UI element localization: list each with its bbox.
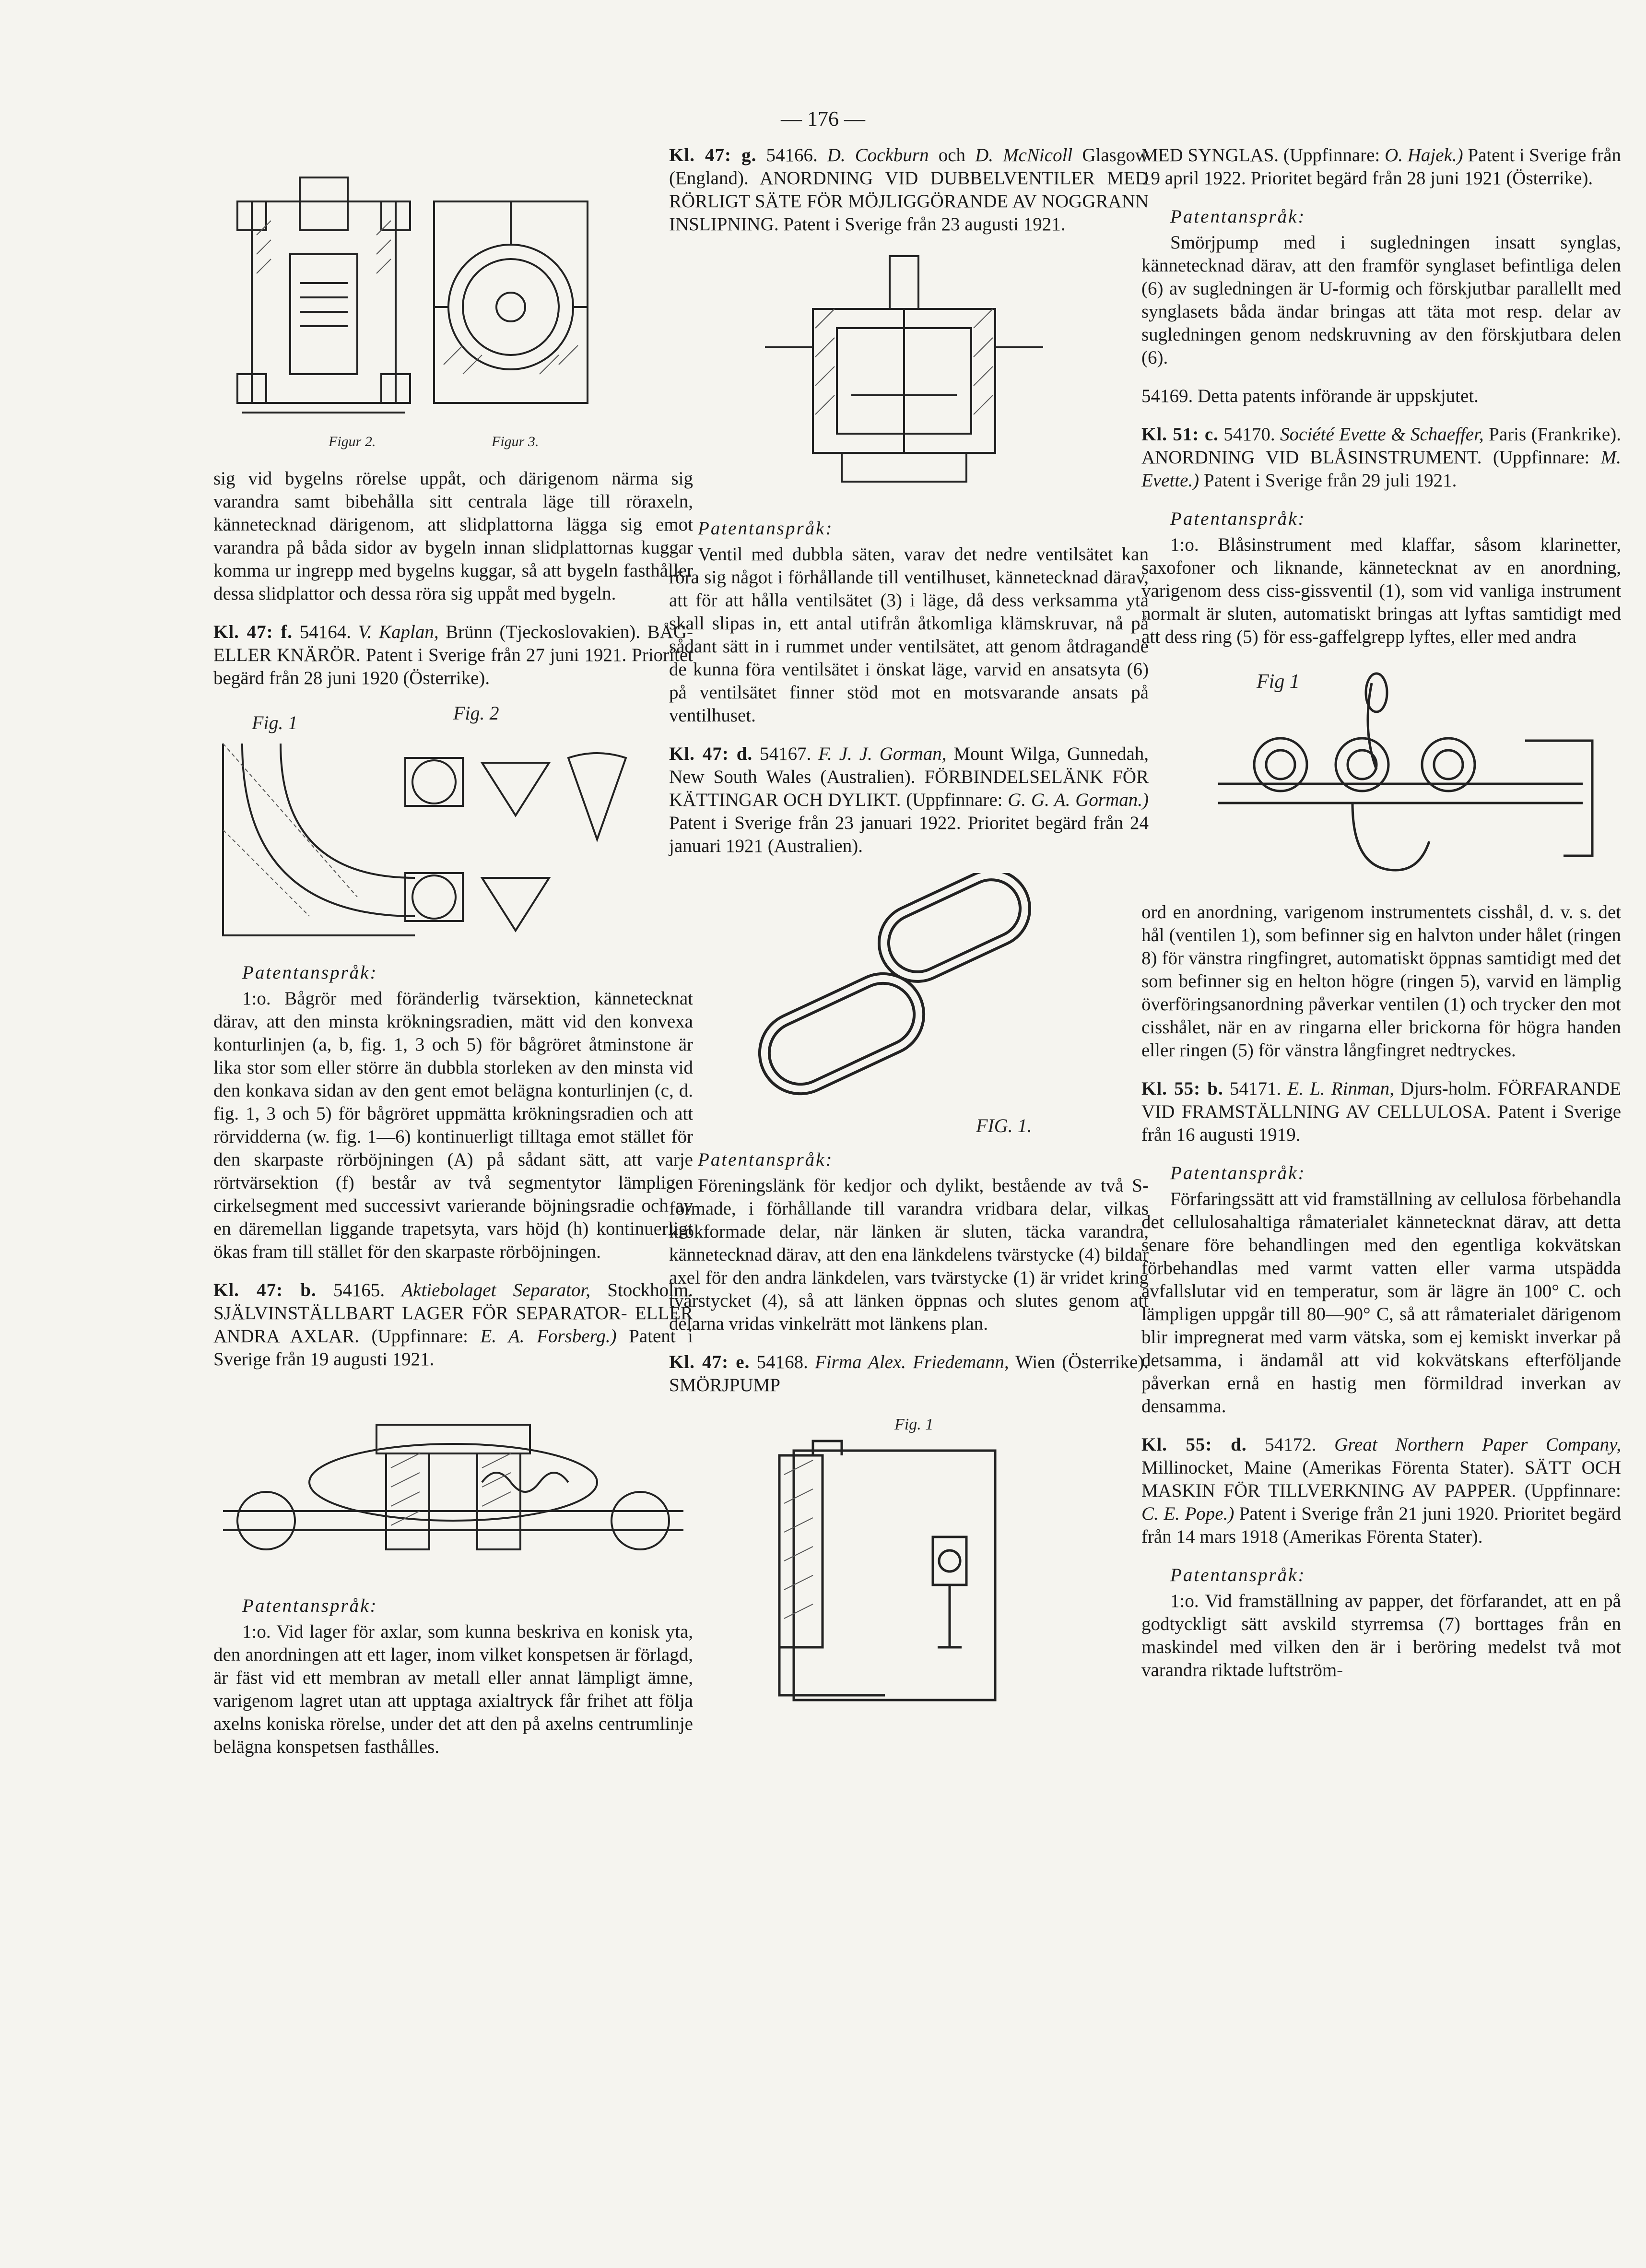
entry-number: 54164. [299,622,352,642]
patentansprak-heading: Patentanspråk: [698,518,834,539]
entry-class: Kl. 47: e. [669,1352,750,1372]
entry-details: Brünn (Tjeckoslovakien). BÅG- ELLER KNÄRÖR. Patent i Sverige från 27 juni 1921. Prioritet begärd från 28 juni 1920 (Österrike). [213,622,693,688]
patentansprak-heading: Patentanspråk: [1170,1163,1306,1183]
note-54169: 54169. Detta patents införande är uppskjutet. [1141,386,1479,406]
entry-54167 [669,743,1149,858]
entry-inventor: C. E. Pope.) [1141,1503,1234,1524]
figure-lubricating-pump [669,1412,1149,1719]
entry-54168-continued [1141,144,1621,190]
entry-class: Kl. 47: d. [669,744,753,764]
entry-number: 54166. [766,145,818,165]
entry-inventor: G. G. A. Gorman.) [1008,790,1149,810]
figure-double-valve [669,251,1149,510]
entry-number: 54168. [756,1352,808,1372]
figure-label-2: Figur 2. [329,434,376,449]
entry-och: och [938,145,966,165]
figure-wind-instrument [1141,664,1621,894]
figure-chain-link [669,873,1149,1142]
entry-inventor: E. A. Forsberg.) [480,1326,617,1347]
entry-number: 54172. [1265,1434,1317,1455]
entry-details-2: Patent i Sverige från 19 augusti 1921. [213,1326,693,1370]
entry-number: 54170. [1223,424,1275,445]
claim-text: Ventil med dubbla säten, varav det nedre ventilsätet kan röra sig något i förhållande till ventilhuset, kännetecknad därav, att för att hålla ventilsätet (3) i läge, då dess verksamma yta skall slipas in, ett antal utifrån åtkomliga klämskruvar, nå på sådant sätt in i rummet under ventilsätet, att genom åtdragande de kunna föra ventilsätet i önskat läge, varvid en ansatsyta (6) på ventilsätet finner stöd mot en motsvarande ansats på ventilhuset. [669,544,1149,726]
entry-class: Kl. 47: g. [669,145,757,165]
figure-valve-drawing [233,173,597,461]
entry-inventor: O. Hajek.) [1385,145,1463,165]
claim-text-part-2: ord en anordning, varigenom instrumentets cisshål, d. v. s. det hål (ventilen 1), som befinner sig en halvton under hålet (ringen 8) för vänstra ringfingret, automatiskt öppnas samtidigt med det som befinner sig en helton högre (ringen 5), varvid en lämplig överföringsanordning påverkar ventilen (1) och trycker den mot cisshålet, när en av ringarna eller brickorna för högra handen eller ringen (5) för vänstra långfingret nedtryckes. [1141,902,1621,1061]
entry-details: Millinocket, Maine (Amerikas Förenta Stater). SÄTT OCH MASKIN FÖR TILLVERKNING AV PAPPER. (Uppfinnare: [1141,1457,1621,1501]
claim-text: 1:o. Vid framställning av papper, det förfarandet, att en på godtyckligt sätt avskild styrremsa (7) borttages från en maskindel med vilken den är i beröring medelst två mot varandra riktade luftström- [1141,1591,1621,1680]
claim-text: 1:o. Bågrör med föränderlig tvärsektion, kännetecknat därav, att den minsta krökningsradien, mätt vid den konvexa konturlinjen (a, b, fig. 1, 3 och 5) för bågröret åtminstone är lika stor som eller större än dubbla storleken av den minsta vid den konkava sidan av den gent emot belägna konturlinjen (c, d. fig. 1, 3 och 5) för bågröret uppmätta krökningsradien och att rörvidderna (w. fig. 1—6) kontinuerligt tilltaga emot stället för den skarpaste rörböjningen (A) på sådant sätt, att varje rörtvärsektion (f) består av två segmentytor lämpligen cirkelsegment med successivt varierande böjningsradie och av en däremellan liggande trapetsyta, vars höjd (h) kontinuerligt ökas fram till stället för den skarpaste rörböjningen. [213,988,693,1262]
entry-54168 [669,1351,1149,1397]
entry-details-2: Patent i Sverige från 19 april 1922. Prioritet begärd från 28 juni 1921 (Österrike). [1141,145,1622,189]
entry-54170 [1141,423,1621,492]
entry-applicant: Société Evette & Schaeffer, [1280,424,1484,445]
entry-applicant: D. Cockburn [827,145,929,165]
page-number: — 176 — [781,107,865,130]
entry-details-2: Patent i Sverige från 29 juli 1921. [1203,470,1457,491]
figure-bend-pipe [213,705,693,955]
entry-54164 [213,621,693,690]
entry-inventor: M. Evette.) [1141,447,1621,491]
entry-class: Kl. 55: d. [1141,1434,1247,1455]
entry-applicant: Great Northern Paper Company, [1334,1434,1622,1455]
entry-applicant: E. L. Rinman, [1287,1078,1394,1099]
figure-label: FIG. 1. [976,1115,1032,1136]
paragraph-continuation: sig vid bygelns rörelse uppåt, och därigenom närma sig varandra samt bibehålla sitt centrala läge till röraxeln, kännetecknad därigenom, att slidplattorna lägga sig emot varandra på båda sidor av bygeln innan slidplattornas kuggar komma ur ingrepp med bygelns kuggar, så att bygeln fasthåller dessa slidplattor och dessa röra sig uppåt med bygeln. [213,468,693,604]
entry-details: Wien (Österrike). SMÖRJPUMP [669,1352,1149,1395]
entry-applicant: Aktiebolaget Separator, [401,1280,591,1300]
entry-class: Kl. 55: b. [1141,1078,1223,1099]
claim-text: 1:o. Vid lager för axlar, som kunna beskriva en konisk yta, den anordningen att ett lager, inom vilket konspetsen är förlagd, är fäst vid ett membran av metall eller annat lämpligt ämne, varigenom lagret utan att upptaga axialtryck får frihet att följa axelns koniska rörelse, under det att den på axelns centrumlinje belägna konspetsen fasthålles. [213,1621,693,1757]
figure-label-fig2: Fig. 2 [453,705,499,724]
column-2 [669,144,1149,1726]
entry-applicant: Firma Alex. Friedemann, [815,1352,1009,1372]
figure-label: Fig. 1 [894,1416,934,1433]
entry-number: 54167. [760,744,811,764]
entry-number: 54165. [333,1280,385,1300]
entry-details-2: Patent i Sverige från 21 juni 1920. Prioritet begärd från 14 mars 1918 (Amerikas Förenta Stater). [1141,1503,1621,1547]
patentansprak-heading: Patentanspråk: [1170,1565,1306,1585]
column-3 [1141,144,1621,1697]
entry-class: Kl. 47: f. [213,622,293,642]
figure-label-3: Figur 3. [492,434,539,449]
entry-details: Paris (Frankrike). ANORDNING VID BLÅSINSTRUMENT. (Uppfinnare: [1141,424,1621,468]
entry-details: Djurs-holm. FÖRFARANDE VID FRAMSTÄLLNING AV CELLULOSA. Patent i Sverige från 16 augusti 1919. [1141,1078,1622,1145]
claim-text: Förfaringssätt att vid framställning av cellulosa förbehandla det cellulosahaltiga råmaterialet kännetecknat därav, att detta senare före behandlingen med den egentliga kokvätskan förbehandlas med varmt vatten eller varma utspädda avfallslutar vid en temperatur, som är lägre än 100° C. och lämpligen uppgår till 80—90° C, så att råmaterialet därigenom blir impregnerat med varm vätska, som ej kemiskt inverkar på detsamma, i ändamål att vid kokvätskans efterföljande påverkan ernå en hastig men förmildrad inverkan av densamma. [1141,1189,1621,1417]
column-1 [213,173,693,1774]
claim-text-part-1: 1:o. Blåsinstrument med klaffar, såsom klarinetter, saxofoner och liknande, kännetecknat av en anordning, varigenom dess ciss-gissventil (1), som vid vanliga instrument normalt är sluten, automatiskt bringas att lyftas samtidigt med att dess ring (5) för ess-gaffelgrepp lyftes, eller med andra [1141,534,1621,647]
figure-bearing [213,1386,693,1588]
patentansprak-heading: Patentanspråk: [242,1595,378,1616]
entry-class: Kl. 51: c. [1141,424,1219,445]
entry-applicant: F. J. J. Gorman, [818,744,947,764]
claim-text: Smörjpump med i sugledningen insatt synglas, kännetecknad därav, att den framför synglaset befintliga delen (6) av sugledningen är U-formig och förskjutbar parallellt med synglasets båda ändar bringas att täta mot resp. delar av sugledningen genom nedskruvning av den förskjutbara delen (6). [1141,232,1621,368]
entry-54165 [213,1279,693,1371]
entry-54172 [1141,1433,1621,1548]
entry-details: Glasgow (England). ANORDNING VID DUBBELVENTILER MED RÖRLIGT SÄTE FÖR MÖJLIGGÖRANDE AV NOGGRANN INSLIPNING. Patent i Sverige från 23 augusti 1921. [669,145,1149,235]
patentansprak-heading: Patentanspråk: [698,1149,834,1170]
claim-text: Föreningslänk för kedjor och dylikt, bestående av två S-formade, i förhållande till varandra vridbara delar, vilkas krokformade delar, när länken är sluten, täcka varandra, kännetecknad därav, att den ena länkdelens tvärstycke (4) bildar axel för den andra länkdelen, vars tvärstycke (1) är vridet kring tvärstycket (4), så att länken öppnas och slutes genom att delarna vridas vinkelrätt mot länkens plan. [669,1175,1149,1334]
figure-label: Fig 1 [1257,671,1300,693]
entry-details: Stockholm. SJÄLVINSTÄLLBART LAGER FÖR SEPARATOR- ELLER ANDRA AXLAR. (Uppfinnare: [213,1280,694,1347]
entry-applicant: V. Kaplan, [358,622,439,642]
entry-applicant-2: D. McNicoll [975,145,1073,165]
entry-class: Kl. 47: b. [213,1280,317,1300]
entry-details: Mount Wilga, Gunnedah, New South Wales (Australien). FÖRBINDELSELÄNK FÖR KÄTTINGAR OCH DYLIKT. (Uppfinnare: [669,744,1149,810]
figure-label-fig1: Fig. 1 [252,712,298,733]
entry-54166 [669,144,1149,236]
entry-details-2: Patent i Sverige från 23 januari 1922. Prioritet begärd från 24 januari 1921 (Australien). [669,813,1149,856]
patentansprak-heading: Patentanspråk: [242,962,378,983]
entry-54171 [1141,1077,1621,1146]
entry-details: MED SYNGLAS. (Uppfinnare: [1141,145,1380,165]
patentansprak-heading: Patentanspråk: [1170,206,1306,227]
entry-number: 54171. [1229,1078,1282,1099]
patentansprak-heading: Patentanspråk: [1170,508,1306,529]
